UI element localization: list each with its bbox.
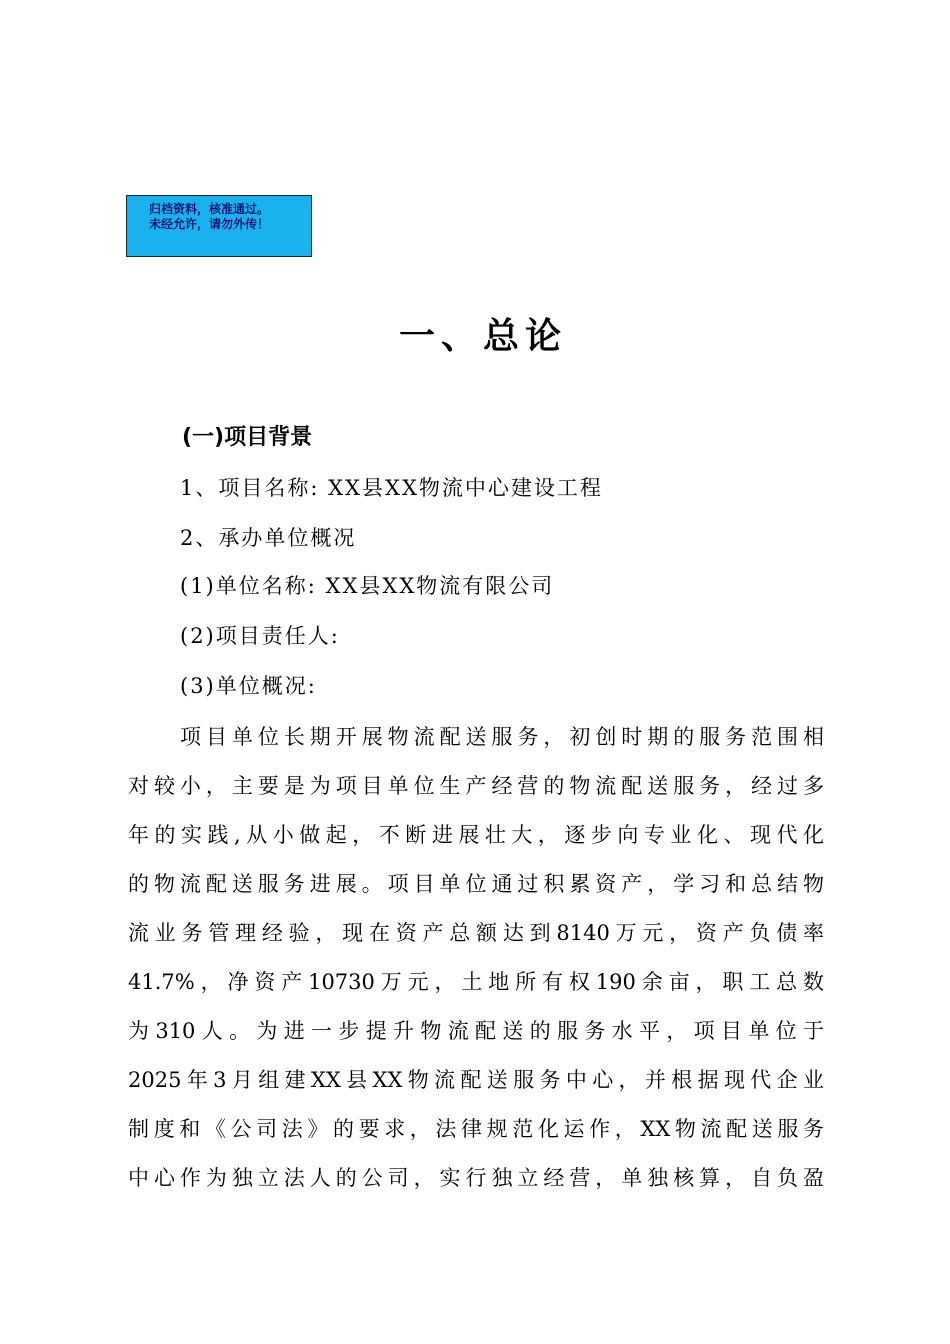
- paragraph-line: 对较小，主要是为项目单位生产经营的物流配送服务，经过多: [128, 774, 824, 798]
- organizer-overview-line: 2、承办单位概况: [180, 526, 357, 550]
- body-paragraph: [128, 713, 824, 1203]
- archive-stamp: [126, 195, 312, 257]
- paragraph-line: 流业务管理经验，现在资产总额达到8140万元，资产负债率: [128, 921, 824, 945]
- section-heading: (一)项目背景: [182, 425, 313, 450]
- paragraph-line: 中心作为独立法人的公司，实行独立经营，单独核算，自负盈: [128, 1166, 824, 1190]
- unit-name-line: (1)单位名称: XX县XX物流有限公司: [180, 574, 555, 598]
- paragraph-line: 年的实践,从小做起，不断进展壮大，逐步向专业化、现代化: [128, 823, 824, 847]
- paragraph-line: 为310人。为进一步提升物流配送的服务水平，项目单位于: [128, 1019, 824, 1043]
- project-name-line: 1、项目名称: XX县XX物流中心建设工程: [180, 476, 603, 500]
- stamp-line-1: 归档资料，核准通过。: [149, 202, 270, 216]
- paragraph-line: 41.7%，净资产10730万元，土地所有权190余亩，职工总数: [128, 970, 824, 994]
- paragraph-line: 的物流配送服务进展。项目单位通过积累资产，学习和总结物: [128, 872, 824, 896]
- stamp-line-2: 未经允许，请勿外传！: [149, 217, 270, 231]
- paragraph-line: 项目单位长期开展物流配送服务，初创时期的服务范围相: [180, 725, 824, 749]
- paragraph-line: 2025年3月组建XX县XX物流配送服务中心，并根据现代企业: [128, 1068, 824, 1092]
- unit-overview-line: (3)单位概况:: [180, 674, 317, 698]
- paragraph-line: 制度和《公司法》的要求，法律规范化运作，XX物流配送服务: [128, 1117, 824, 1141]
- project-leader-line: (2)项目责任人:: [180, 624, 340, 648]
- page-title: 一、总论: [398, 316, 567, 357]
